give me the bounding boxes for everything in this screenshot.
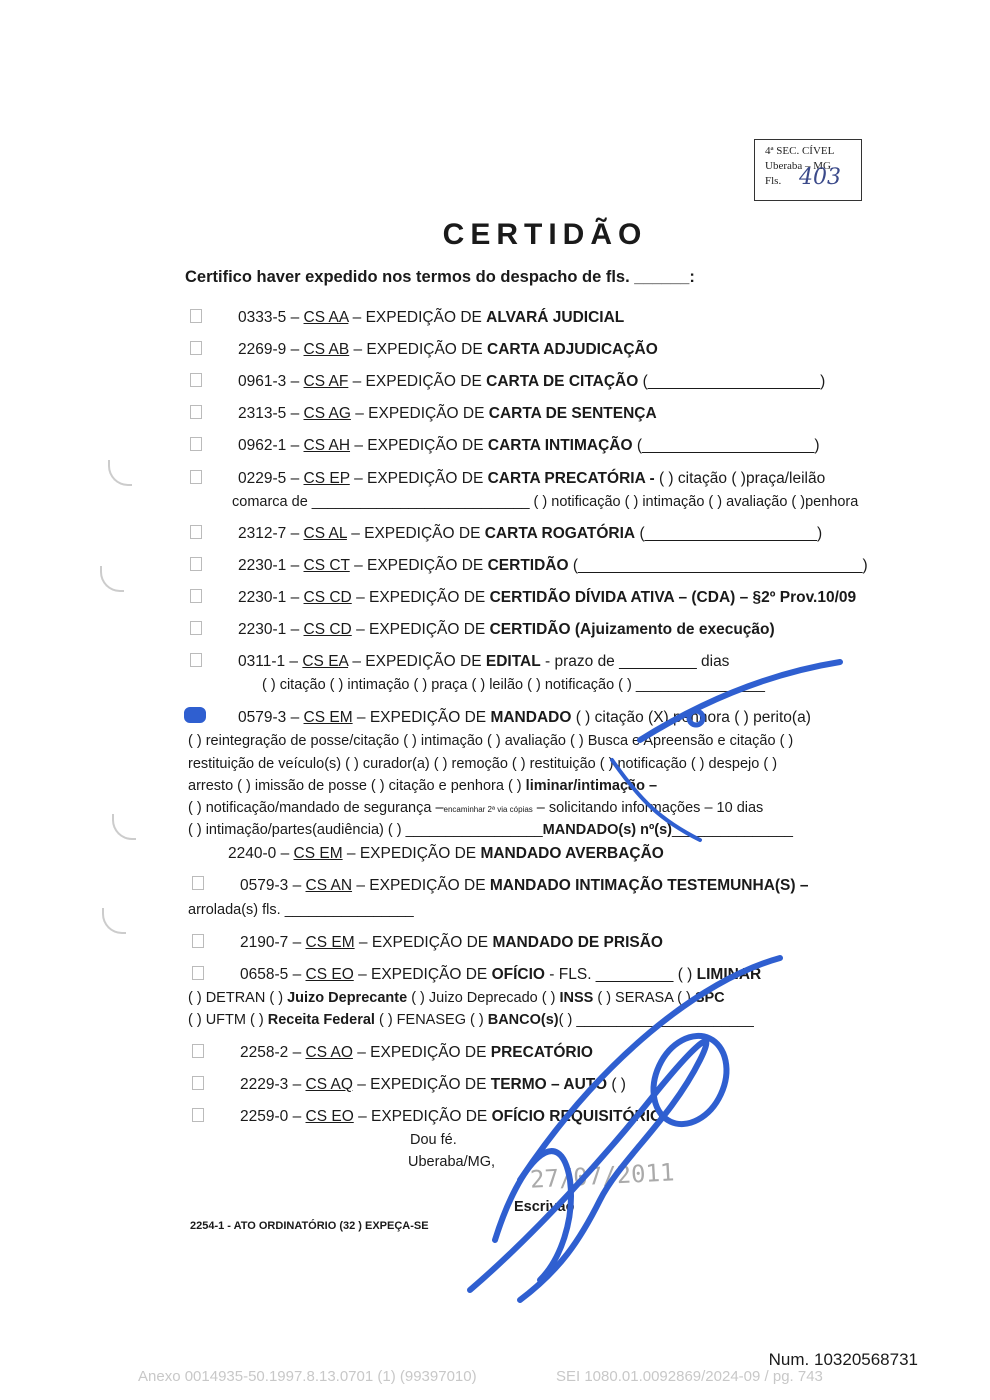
item-oficio-line2: ( ) DETRAN ( ) Juizo Deprecante ( ) Juizo Deprecado ( ) INSS ( ) SERASA ( ) SPC [188,990,725,1006]
ink-mark-penhora [689,711,703,725]
item-mandado-line5: ( ) notificação/mandado de segurança –encaminhar 2ª via cópias – solicitando informações – 10 dias [188,800,764,816]
item-mandado-averbacao: 2240-0 – CS EM – EXPEDIÇÃO DE MANDADO AVERBAÇÃO [228,845,664,862]
item-mandado-line4: arresto ( ) imissão de posse ( ) citação e penhora ( ) liminar/intimação – [188,778,658,794]
item-carta-sentenca: 2313-5 – CS AG – EXPEDIÇÃO DE CARTA DE SENTENÇA [238,405,657,422]
item-requisitorio: 2259-0 – CS EO – EXPEDIÇÃO DE OFÍCIO REQUISITÓRIO [240,1108,663,1125]
item-precatorio: 2258-2 – CS AO – EXPEDIÇÃO DE PRECATÓRIO [240,1044,593,1061]
item-oficio-line3: ( ) UFTM ( ) Receita Federal ( ) FENASEG ( ) BANCO(s)( ) ______________________ [188,1012,754,1028]
document-number: Num. 10320568731 [768,1350,918,1369]
item-carta-precatoria: 0229-5 – CS EP – EXPEDIÇÃO DE CARTA PRECATÓRIA - ( ) citação ( )praça/leilão [238,470,826,487]
item-oficio: 0658-5 – CS EO – EXPEDIÇÃO DE OFÍCIO - FLS. _________ ( ) LIMINAR [240,966,762,983]
item-cda: 2230-1 – CS CD – EXPEDIÇÃO DE CERTIDÃO DÍVIDA ATIVA – (CDA) – §2º Prov.10/09 [238,589,857,606]
item-adjudicacao: 2269-9 – CS AB – EXPEDIÇÃO DE CARTA ADJUDICAÇÃO [238,341,658,358]
document-title: CERTIDÃO [442,218,648,251]
stamp-fls-number: 403 [799,165,841,190]
stamp-line2: Uberaba – MG. [765,160,834,172]
item-testemunha: 0579-3 – CS AN – EXPEDIÇÃO DE MANDADO INTIMAÇÃO TESTEMUNHA(S) – [240,877,809,894]
intro-text: Certifico haver expedido nos termos do despacho de fls. ______: [185,268,695,286]
item-alvara: 0333-5 – CS AA – EXPEDIÇÃO DE ALVARÁ JUDICIAL [238,309,625,326]
ato-ordinatorio: 2254-1 - ATO ORDINATÓRIO (32 ) EXPEÇA-SE [190,1220,429,1232]
item-edital: 0311-1 – CS EA – EXPEDIÇÃO DE EDITAL - prazo de _________ dias [238,653,730,670]
escrivao-label: Escrivão [514,1199,575,1215]
item-mandado-line2: ( ) reintegração de posse/citação ( ) intimação ( ) avaliação ( ) Busca e Apreensão e citação ( ) [188,733,794,749]
ink-stroke-oficio [520,958,780,1180]
item-carta-rogatoria: 2312-7 – CS AL – EXPEDIÇÃO DE CARTA ROGATÓRIA (____________________) [238,525,823,542]
stamp-line1: 4ª SEC. CÍVEL [765,145,835,157]
item-carta-precatoria-line2: comarca de ___________________________ ( ) notificação ( ) intimação ( ) avaliação ( )penhora [232,494,859,510]
item-edital-line2: ( ) citação ( ) intimação ( ) praça ( ) leilão ( ) notificação ( ) ________________ [262,677,765,693]
stamp-fls-label: Fls. [765,175,782,187]
ink-stroke-top [640,662,840,740]
item-termo: 2229-3 – CS AQ – EXPEDIÇÃO DE TERMO – AUTO ( ) [240,1076,626,1093]
item-prisao: 2190-7 – CS EM – EXPEDIÇÃO DE MANDADO DE PRISÃO [240,934,663,951]
item-carta-citacao: 0961-3 – CS AF – EXPEDIÇÃO DE CARTA DE CITAÇÃO (____________________) [238,373,826,390]
item-testemunha-line2: arrolada(s) fls. ________________ [188,902,414,918]
date-stamp: 27/07/2011 [529,1158,676,1194]
item-ajuizamento: 2230-1 – CS CD – EXPEDIÇÃO DE CERTIDÃO (Ajuizamento de execução) [238,621,775,638]
item-mandado-line6: ( ) intimação/partes(audiência) ( ) _________________MANDADO(s) nº(s)_______________ [188,822,793,838]
item-mandado: 0579-3 – CS EM – EXPEDIÇÃO DE MANDADO ( ) citação (X) penhora ( ) perito(a) [238,709,811,726]
anexo-reference: Anexo 0014935-50.1997.8.13.0701 (1) (99397010) [138,1368,477,1385]
sei-reference: SEI 1080.01.0092869/2024-09 / pg. 743 [556,1368,823,1385]
ink-stroke-signature [470,1041,706,1300]
ink-stroke-mandado [612,760,700,840]
item-carta-intimacao: 0962-1 – CS AH – EXPEDIÇÃO DE CARTA INTIMAÇÃO (____________________) [238,437,820,454]
item-certidao: 2230-1 – CS CT – EXPEDIÇÃO DE CERTIDÃO (_________________________________) [238,557,868,574]
dou-fe: Dou fé. [410,1132,457,1148]
item-mandado-line3: restituição de veículo(s) ( ) curador(a) ( ) remoção ( ) restituição ( ) notificação ( ) despejo ( ) [188,756,778,772]
closing-place: Uberaba/MG, [408,1154,496,1170]
